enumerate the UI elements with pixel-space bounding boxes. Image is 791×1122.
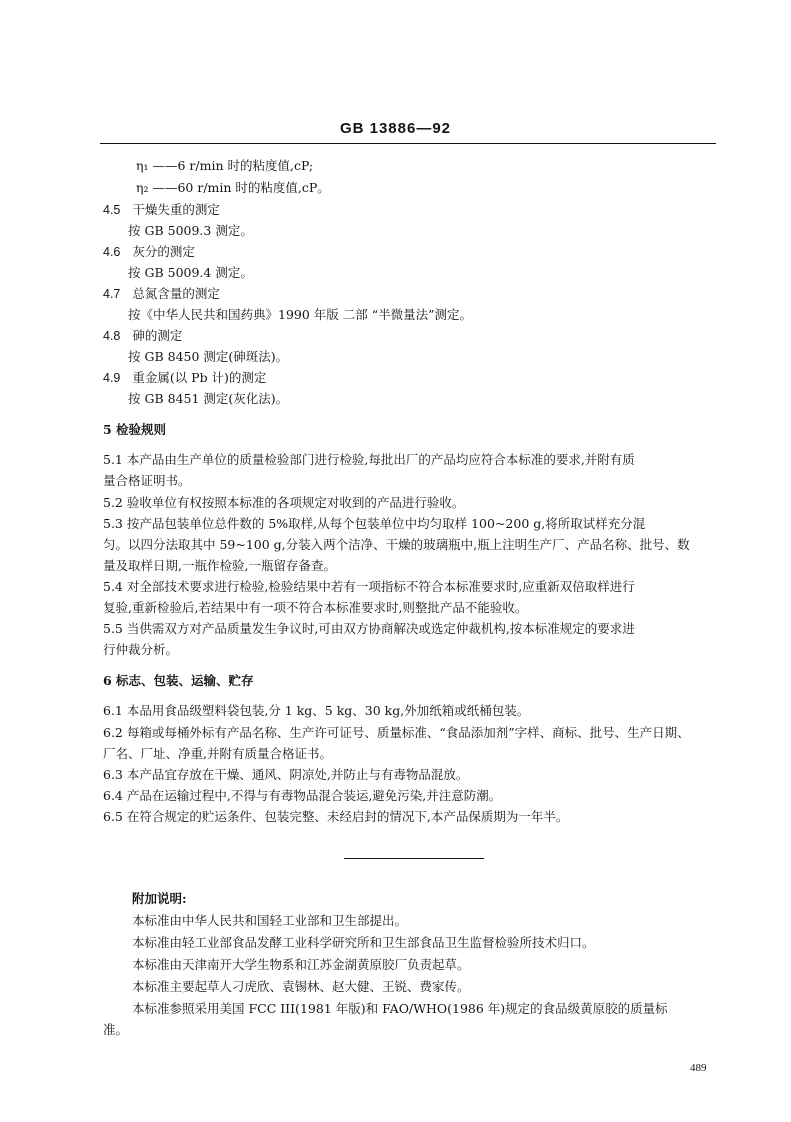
subsection-number: 4.8 [103, 329, 121, 343]
notes-line: 本标准主要起草人刁虎欣、袁锡林、赵大健、王锐、费家传。 [132, 979, 470, 994]
subsection-heading [103, 328, 182, 344]
subsection-title: 总氮含量的测定 [132, 286, 220, 301]
paragraph-line: 5.3 按产品包装单位总件数的 5%取样,从每个包装单位中均匀取样 100~200 g,将所取试样充分混 [103, 516, 646, 531]
subsection-heading [103, 370, 266, 386]
subsection-number: 4.6 [103, 245, 121, 259]
subsection-heading [103, 202, 220, 218]
subsection-title: 重金属(以 Pb 计)的测定 [132, 370, 267, 385]
paragraph-line: 6.2 每箱或每桶外标有产品名称、生产许可证号、质量标准、“食品添加剂”字样、商标、批号、生产日期、 [103, 725, 690, 740]
section-heading: 6 标志、包装、运输、贮存 [103, 673, 254, 688]
subsection-title: 干燥失重的测定 [132, 202, 220, 217]
paragraph-line: 量合格证明书。 [103, 473, 191, 488]
separator-rule [344, 858, 484, 859]
subsection-body: 按《中华人民共和国药典》1990 年版 二部 “半微量法”测定。 [128, 307, 473, 322]
paragraph-line: 5.5 当供需双方对产品质量发生争议时,可由双方协商解决或选定仲裁机构,按本标准规定的要求进 [103, 621, 635, 636]
subsection-title: 灰分的测定 [132, 244, 195, 259]
notes-line: 本标准参照采用美国 FCC III(1981 年版)和 FAO/WHO(1986 年)规定的食品级黄原胶的质量标 [132, 1001, 668, 1016]
subsection-body: 按 GB 8451 测定(灰化法)。 [128, 391, 289, 406]
formula-text: ——6 r/min 时的粘度值,cP; [152, 158, 314, 173]
paragraph-line: 匀。以四分法取其中 59~100 g,分装入两个洁净、干燥的玻璃瓶中,瓶上注明生产厂、产品名称、批号、数 [103, 537, 690, 552]
notes-line: 本标准由轻工业部食品发酵工业科学研究所和卫生部食品卫生监督检验所技术归口。 [132, 935, 595, 950]
paragraph-line: 6.4 产品在运输过程中,不得与有毒物品混合装运,避免污染,并注意防潮。 [103, 788, 502, 803]
notes-line: 准。 [103, 1022, 129, 1037]
formula-def [136, 158, 313, 174]
formula-symbol: η₂ [136, 180, 149, 195]
subsection-heading [103, 244, 195, 260]
paragraph-line: 6.3 本产品宜存放在干燥、通风、阴凉处,并防止与有毒物品混放。 [103, 767, 469, 782]
formula-def [136, 180, 330, 196]
page-number: 489 [690, 1062, 707, 1074]
notes-line: 本标准由天津南开大学生物系和江苏金湖黄原胶厂负责起草。 [132, 957, 470, 972]
paragraph-line: 5.1 本产品由生产单位的质量检验部门进行检验,每批出厂的产品均应符合本标准的要求,并附有质 [103, 452, 635, 467]
paragraph-line: 5.2 验收单位有权按照本标准的各项规定对收到的产品进行验收。 [103, 495, 465, 510]
paragraph-line: 厂名、厂址、净重,并附有质量合格证书。 [103, 746, 332, 761]
paragraph-line: 行仲裁分析。 [103, 642, 179, 657]
header-rule [100, 143, 716, 144]
paragraph-line: 5.4 对全部技术要求进行检验,检验结果中若有一项指标不符合本标准要求时,应重新双倍取样进行 [103, 579, 635, 594]
paragraph-line: 6.5 在符合规定的贮运条件、包装完整、未经启封的情况下,本产品保质期为一年半。 [103, 809, 569, 824]
subsection-body: 按 GB 5009.4 测定。 [128, 265, 253, 280]
formula-symbol: η₁ [136, 158, 149, 173]
subsection-title: 砷的测定 [132, 328, 183, 343]
subsection-number: 4.5 [103, 203, 121, 217]
notes-line: 本标准由中华人民共和国轻工业部和卫生部提出。 [132, 913, 408, 928]
subsection-number: 4.7 [103, 287, 121, 301]
subsection-heading [103, 286, 220, 302]
paragraph-line: 复验,重新检验后,若结果中有一项不符合本标准要求时,则整批产品不能验收。 [103, 600, 528, 615]
section-heading: 5 检验规则 [103, 422, 167, 437]
subsection-number: 4.9 [103, 371, 121, 385]
formula-text: ——60 r/min 时的粘度值,cP。 [152, 180, 330, 195]
subsection-body: 按 GB 5009.3 测定。 [128, 223, 253, 238]
paragraph-line: 6.1 本品用食品级塑料袋包装,分 1 kg、5 kg、30 kg,外加纸箱或纸桶包装。 [103, 703, 530, 718]
standard-code: GB 13886—92 [339, 120, 452, 137]
notes-title: 附加说明: [132, 891, 187, 906]
subsection-body: 按 GB 8450 测定(砷斑法)。 [128, 349, 289, 364]
paragraph-line: 量及取样日期,一瓶作检验,一瓶留存备查。 [103, 558, 336, 573]
